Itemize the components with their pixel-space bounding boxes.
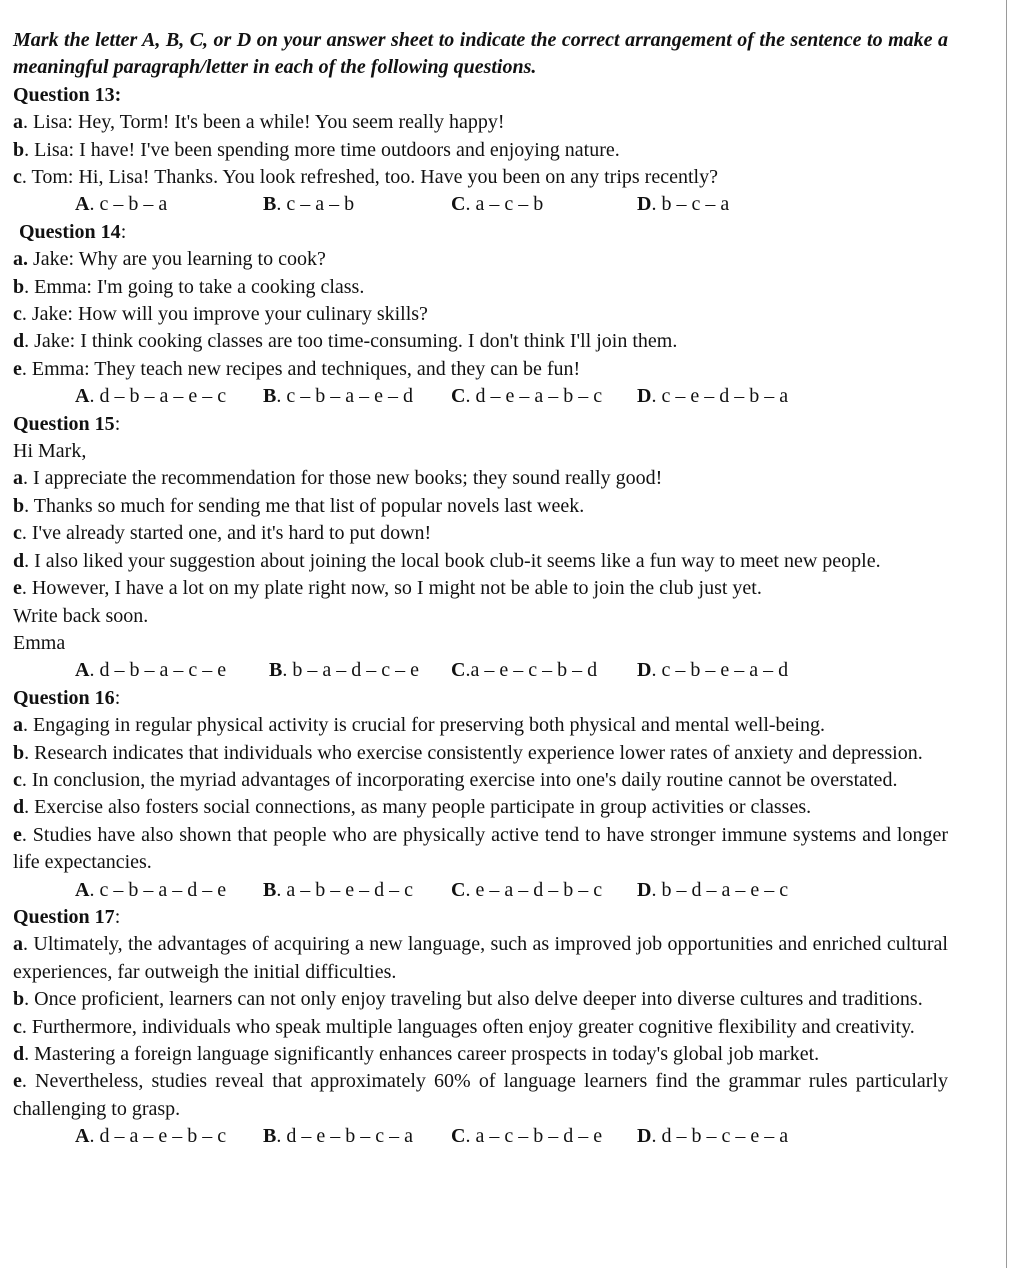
option-text: .a – e – c – b – d bbox=[465, 659, 598, 682]
question-title bbox=[13, 685, 948, 712]
item-letter: b bbox=[13, 494, 25, 517]
option-text: . d – e – b – c – a bbox=[276, 1125, 413, 1148]
question-colon: : bbox=[114, 905, 121, 928]
item-text: . Engaging in regular physical activity is crucial for preserving both physical and mental well-being. bbox=[23, 714, 825, 737]
option-text: . c – e – d – b – a bbox=[651, 385, 789, 408]
option-d[interactable] bbox=[637, 1123, 788, 1150]
option-d[interactable] bbox=[637, 657, 788, 684]
item-letter: a bbox=[13, 467, 23, 490]
instruction-text: Mark the letter A, B, C, or D on your answer sheet to indicate the correct arrangement of the sentence to make a meaningful paragraph/letter in each of the following questions. bbox=[13, 29, 948, 79]
question-title-text: Question 17 bbox=[13, 905, 115, 928]
answer-options bbox=[13, 877, 948, 904]
option-letter: C bbox=[451, 659, 466, 682]
item-text: . Emma: I'm going to take a cooking class. bbox=[24, 275, 365, 298]
option-text: . a – c – b bbox=[465, 193, 544, 216]
item-text: . Mastering a foreign language significantly enhances career prospects in today's global job market. bbox=[24, 1042, 820, 1065]
option-letter: B bbox=[263, 878, 277, 901]
option-text: . d – b – c – e – a bbox=[651, 1125, 789, 1148]
question-15 bbox=[13, 411, 948, 685]
item-text: Jake: Why are you learning to cook? bbox=[28, 248, 326, 271]
item-text: . Tom: Hi, Lisa! Thanks. You look refreshed, too. Have you been on any trips recently? bbox=[21, 166, 718, 189]
item-letter: a. bbox=[13, 248, 28, 271]
option-text: . e – a – d – b – c bbox=[465, 878, 603, 901]
question-title-text: Question 15 bbox=[13, 412, 115, 435]
sentence-item bbox=[13, 767, 948, 794]
item-text: . Research indicates that individuals who exercise consistently experience lower rates of anxiety and depression. bbox=[24, 741, 923, 764]
answer-options bbox=[13, 383, 948, 410]
letter-greeting: Hi Mark, bbox=[13, 440, 87, 463]
option-letter: C bbox=[451, 878, 466, 901]
sentence-item bbox=[13, 740, 948, 767]
option-a[interactable] bbox=[75, 383, 226, 410]
item-text: . Once proficient, learners can not only enjoy traveling but also delve deeper into diverse cultures and traditions. bbox=[24, 988, 923, 1011]
option-d[interactable] bbox=[637, 383, 788, 410]
sentence-item bbox=[13, 328, 948, 355]
item-letter: c bbox=[13, 522, 22, 545]
sentence-item bbox=[13, 301, 948, 328]
option-a[interactable] bbox=[75, 1123, 226, 1150]
item-letter: b bbox=[13, 741, 25, 764]
item-text: . Thanks so much for sending me that list of popular novels last week. bbox=[24, 494, 585, 517]
question-title bbox=[13, 411, 948, 438]
option-letter: C bbox=[451, 1125, 466, 1148]
question-13 bbox=[13, 82, 948, 219]
option-letter: C bbox=[451, 193, 466, 216]
item-text: . Emma: They teach new recipes and techniques, and they can be fun! bbox=[21, 357, 581, 380]
sentence-item bbox=[13, 137, 948, 164]
sentence-item bbox=[13, 986, 948, 1013]
question-colon: : bbox=[114, 686, 121, 709]
sentence-item bbox=[13, 109, 948, 136]
option-c[interactable] bbox=[451, 877, 602, 904]
sentence-item bbox=[13, 794, 948, 821]
option-letter: D bbox=[637, 878, 652, 901]
item-text: . Jake: I think cooking classes are too time-consuming. I don't think I'll join them. bbox=[24, 330, 678, 353]
option-letter: A bbox=[75, 385, 90, 408]
option-c[interactable] bbox=[451, 383, 602, 410]
question-17 bbox=[13, 904, 948, 1151]
option-letter: B bbox=[263, 1125, 277, 1148]
sentence-item bbox=[13, 465, 948, 492]
sentence-item bbox=[13, 575, 948, 602]
option-b[interactable] bbox=[263, 877, 413, 904]
worksheet bbox=[13, 27, 948, 1151]
option-c[interactable] bbox=[451, 1123, 602, 1150]
option-text: . c – b – e – a – d bbox=[651, 659, 789, 682]
item-text: . In conclusion, the myriad advantages of incorporating exercise into one's daily routine cannot be overstated. bbox=[21, 768, 898, 791]
question-title: Question 13: bbox=[13, 83, 122, 106]
item-letter: e bbox=[13, 823, 22, 846]
item-text: . Ultimately, the advantages of acquiring a new language, such as improved job opportunities and enriched cultural experiences, far outweigh the initial difficulties. bbox=[13, 933, 948, 983]
item-text: . Studies have also shown that people who are physically active tend to have stronger immune systems and longer life expectancies. bbox=[13, 823, 948, 874]
option-b[interactable] bbox=[263, 191, 354, 218]
sentence-item bbox=[13, 1014, 948, 1041]
option-text: . c – b – a – d – e bbox=[89, 878, 227, 901]
option-text: . c – b – a – e – d bbox=[276, 385, 413, 408]
item-letter: a bbox=[13, 933, 23, 956]
item-letter: c bbox=[13, 768, 22, 791]
item-text: . Exercise also fosters social connections, as many people participate in group activities or classes. bbox=[24, 796, 812, 819]
item-letter: c bbox=[13, 166, 22, 189]
option-letter: B bbox=[269, 659, 283, 682]
sentence-item bbox=[13, 931, 948, 986]
item-text: . Jake: How will you improve your culinary skills? bbox=[21, 303, 428, 326]
sentence-item bbox=[13, 274, 948, 301]
option-text: . d – b – a – e – c bbox=[89, 385, 227, 408]
option-text: . b – a – d – c – e bbox=[282, 659, 419, 682]
item-text: . I also liked your suggestion about joining the local book club-it seems like a fun way to meet new people. bbox=[24, 549, 881, 572]
item-letter: d bbox=[13, 796, 25, 819]
option-b[interactable] bbox=[263, 383, 413, 410]
item-letter: a bbox=[13, 111, 23, 134]
option-d[interactable] bbox=[637, 191, 729, 218]
sentence-item bbox=[13, 493, 948, 520]
item-text: . Lisa: I have! I've been spending more time outdoors and enjoying nature. bbox=[24, 138, 620, 161]
question-title-text: Question 14 bbox=[19, 220, 121, 243]
item-letter: a bbox=[13, 714, 23, 737]
option-text: . b – c – a bbox=[651, 193, 730, 216]
option-a[interactable] bbox=[75, 657, 226, 684]
item-letter: b bbox=[13, 275, 25, 298]
item-text: . I've already started one, and it's hard to put down! bbox=[21, 522, 432, 545]
item-text: . Nevertheless, studies reveal that approximately 60% of language learners find the grammar rules particularly challenging to grasp. bbox=[13, 1070, 948, 1120]
answer-options bbox=[13, 191, 948, 218]
item-text: . I appreciate the recommendation for those new books; they sound really good! bbox=[23, 467, 663, 490]
sentence-item bbox=[13, 164, 948, 191]
option-c[interactable] bbox=[451, 657, 597, 684]
item-letter: b bbox=[13, 988, 25, 1011]
item-text: . Lisa: Hey, Torm! It's been a while! You seem really happy! bbox=[23, 111, 505, 134]
question-14 bbox=[13, 219, 948, 411]
option-letter: D bbox=[637, 659, 652, 682]
option-letter: A bbox=[75, 878, 90, 901]
item-letter: c bbox=[13, 1015, 22, 1038]
sentence-item bbox=[13, 1068, 948, 1123]
option-b[interactable] bbox=[269, 657, 419, 684]
answer-options bbox=[13, 1123, 948, 1150]
option-text: . c – a – b bbox=[276, 193, 355, 216]
sentence-item bbox=[13, 712, 948, 739]
item-letter: d bbox=[13, 1042, 25, 1065]
option-letter: D bbox=[637, 1125, 652, 1148]
option-text: . d – a – e – b – c bbox=[89, 1125, 227, 1148]
question-title-text: Question 16 bbox=[13, 686, 115, 709]
sentence-item bbox=[13, 548, 948, 575]
option-text: . a – b – e – d – c bbox=[276, 878, 413, 901]
option-d[interactable] bbox=[637, 877, 788, 904]
item-letter: c bbox=[13, 303, 22, 326]
item-text: . Furthermore, individuals who speak multiple languages often enjoy greater cognitive flexibility and creativity. bbox=[21, 1015, 915, 1038]
option-text: . a – c – b – d – e bbox=[465, 1125, 603, 1148]
item-letter: d bbox=[13, 330, 25, 353]
option-letter: A bbox=[75, 659, 90, 682]
sentence-item bbox=[13, 1041, 948, 1068]
question-title bbox=[13, 219, 948, 246]
question-colon: : bbox=[120, 220, 127, 243]
option-letter: A bbox=[75, 1125, 90, 1148]
sentence-item bbox=[13, 822, 948, 877]
letter-signature: Emma bbox=[13, 631, 66, 654]
page-edge-rule bbox=[1006, 0, 1007, 1268]
item-letter: e bbox=[13, 357, 22, 380]
item-letter: d bbox=[13, 549, 25, 572]
option-letter: B bbox=[263, 385, 277, 408]
sentence-item bbox=[13, 356, 948, 383]
item-letter: e bbox=[13, 577, 22, 600]
option-text: . d – e – a – b – c bbox=[465, 385, 603, 408]
option-letter: A bbox=[75, 193, 90, 216]
item-letter: b bbox=[13, 138, 25, 161]
option-letter: B bbox=[263, 193, 277, 216]
option-letter: C bbox=[451, 385, 466, 408]
sentence-item bbox=[13, 520, 948, 547]
option-a[interactable] bbox=[75, 877, 226, 904]
question-title bbox=[13, 904, 948, 931]
item-letter: e bbox=[13, 1070, 22, 1093]
question-colon: : bbox=[114, 412, 121, 435]
option-c[interactable] bbox=[451, 191, 543, 218]
letter-closing: Write back soon. bbox=[13, 604, 149, 627]
answer-options bbox=[13, 657, 948, 684]
item-text: . However, I have a lot on my plate right now, so I might not be able to join the club just yet. bbox=[21, 577, 762, 600]
option-text: . c – b – a bbox=[89, 193, 168, 216]
question-16 bbox=[13, 685, 948, 904]
option-letter: D bbox=[637, 385, 652, 408]
option-a[interactable] bbox=[75, 191, 167, 218]
sentence-item bbox=[13, 246, 948, 273]
option-b[interactable] bbox=[263, 1123, 413, 1150]
option-text: . d – b – a – c – e bbox=[89, 659, 227, 682]
option-letter: D bbox=[637, 193, 652, 216]
option-text: . b – d – a – e – c bbox=[651, 878, 789, 901]
